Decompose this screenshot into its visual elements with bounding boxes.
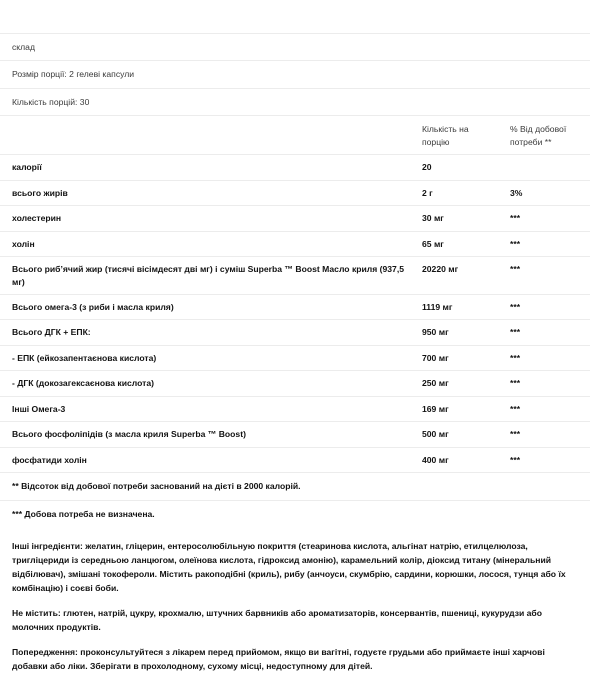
table-row	[0, 180, 590, 205]
nutrient-amount: 20	[410, 155, 498, 180]
table-row	[0, 294, 590, 319]
nutrient-daily-value: ***	[498, 371, 590, 396]
nutrient-name: - ЕПК (ейкозапентаєнова кислота)	[0, 345, 410, 370]
table-row	[0, 422, 590, 447]
serving-size-row	[0, 61, 590, 88]
nutrient-amount: 700 мг	[410, 345, 498, 370]
nutrient-amount: 169 мг	[410, 396, 498, 421]
table-row	[0, 345, 590, 370]
nutrient-amount: 20220 мг	[410, 257, 498, 295]
nutrient-name: холін	[0, 231, 410, 256]
nutrient-amount: 400 мг	[410, 447, 498, 472]
supplement-facts-table	[0, 33, 590, 527]
free-from-paragraph: Не містить: глютен, натрій, цукру, крохмалю, штучних барвників або ароматизаторів, консервантів, пшениці, кукурудзи або молочних продуктів.	[12, 607, 542, 632]
servings-per-container-row	[0, 88, 590, 115]
nutrient-daily-value	[498, 155, 590, 180]
nutrient-daily-value: ***	[498, 294, 590, 319]
panel-title: склад	[0, 34, 590, 61]
table-body	[0, 34, 590, 528]
nutrient-amount: 1119 мг	[410, 294, 498, 319]
footnote-daily-value-basis: ** Відсоток від добової потреби заснований на дієті в 2000 калорій.	[0, 473, 590, 500]
table-row	[0, 396, 590, 421]
footnote-row	[0, 473, 590, 500]
nutrient-amount: 500 мг	[410, 422, 498, 447]
nutrient-name: Всього ДГК + ЕПК:	[0, 320, 410, 345]
table-row	[0, 447, 590, 472]
nutrient-name: - ДГК (докозагексаєнова кислота)	[0, 371, 410, 396]
table-row	[0, 371, 590, 396]
additional-info-section	[0, 540, 590, 673]
nutrient-daily-value: ***	[498, 320, 590, 345]
nutrient-name: Інші Омега-3	[0, 396, 410, 421]
nutrient-name: Всього фосфоліпідів (з масла криля Superba ™ Boost)	[0, 422, 410, 447]
serving-size-text: Розмір порції: 2 гелеві капсули	[0, 61, 590, 88]
nutrient-name: всього жирів	[0, 180, 410, 205]
other-ingredients-paragraph: Інші інгредієнти: желатин, гліцерин, ентеросолюбільную покриття (стеаринова кислота, альгінат натрію, етилцелюлоза, тригліцериди із середньою ланцюгом, олеїнова кислота, гідроксид амонію), карамельний колір, діоксид титану (мінеральний відбілювач), змішані токофероли. Містить ракоподібні (криль), рибу (анчоуси, скумбрію, сардини, корюшки, лосося, тунця або їх комбінацію) і соєві боби.	[12, 541, 566, 593]
nutrient-daily-value: ***	[498, 257, 590, 295]
table-row	[0, 257, 590, 295]
nutrient-amount: 950 мг	[410, 320, 498, 345]
nutrient-daily-value: ***	[498, 396, 590, 421]
column-header-name	[0, 116, 410, 155]
nutrient-amount: 250 мг	[410, 371, 498, 396]
nutrient-daily-value: ***	[498, 447, 590, 472]
nutrient-daily-value: ***	[498, 422, 590, 447]
nutrient-amount: 2 г	[410, 180, 498, 205]
footnote-daily-value-not-established: *** Добова потреба не визначена.	[0, 500, 590, 527]
nutrient-amount: 65 мг	[410, 231, 498, 256]
table-row	[0, 155, 590, 180]
nutrient-name: Всього риб’ячий жир (тисячі вісімдесят дві мг) і суміш Superba ™ Boost Масло криля (937,5 мг)	[0, 257, 410, 295]
nutrient-amount: 30 мг	[410, 206, 498, 231]
column-header-daily-value: % Від добової потреби **	[498, 116, 590, 155]
nutrient-daily-value: ***	[498, 231, 590, 256]
nutrient-daily-value: 3%	[498, 180, 590, 205]
warning-paragraph: Попередження: проконсультуйтеся з лікарем перед прийомом, якщо ви вагітні, годуєте грудьми або приймаєте інші харчові добавки або ліки. Зберігати в прохолодному, сухому місці, недоступному для дітей.	[12, 646, 545, 671]
column-header-row	[0, 116, 590, 155]
column-header-amount: Кількість на порцію	[410, 116, 498, 155]
nutrient-daily-value: ***	[498, 345, 590, 370]
panel-title-row	[0, 34, 590, 61]
table-row	[0, 206, 590, 231]
table-row	[0, 320, 590, 345]
nutrient-daily-value: ***	[498, 206, 590, 231]
nutrient-name: фосфатиди холін	[0, 447, 410, 472]
table-row	[0, 231, 590, 256]
footnote-row	[0, 500, 590, 527]
nutrient-name: холестерин	[0, 206, 410, 231]
nutrient-name: калорії	[0, 155, 410, 180]
nutrient-name: Всього омега-3 (з риби і масла криля)	[0, 294, 410, 319]
servings-per-container-text: Кількість порцій: 30	[0, 88, 590, 115]
